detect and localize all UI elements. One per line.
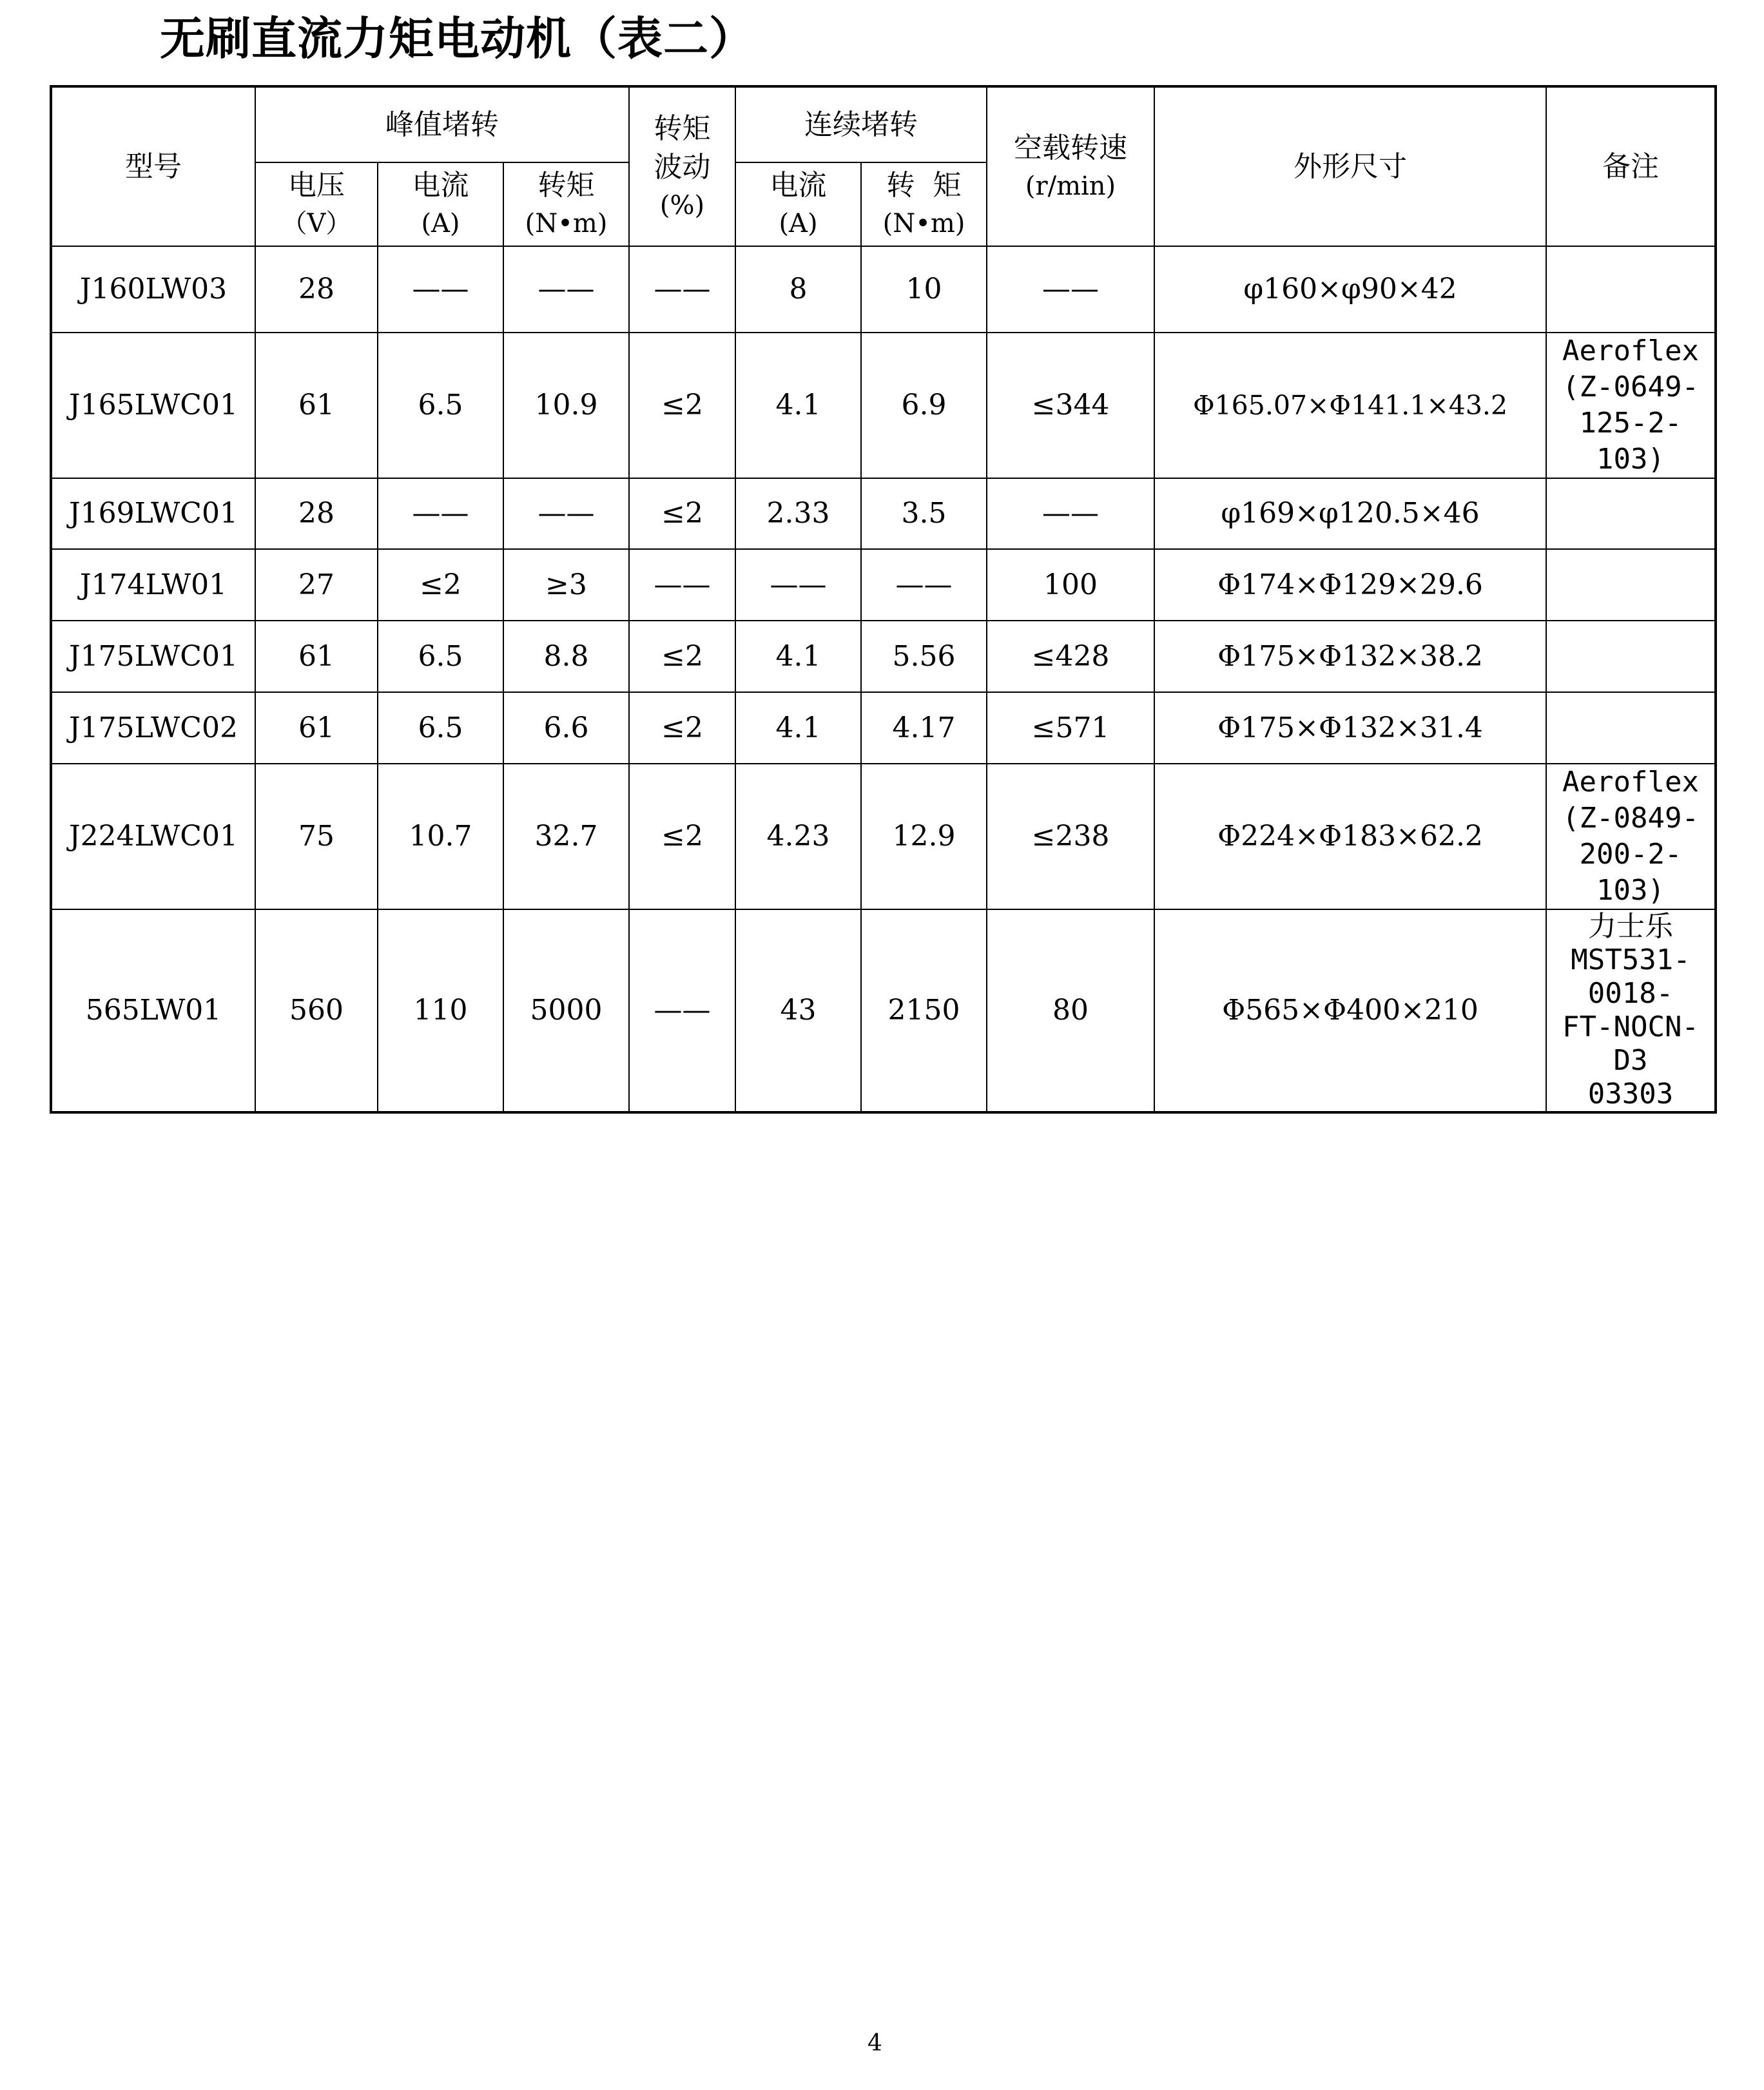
cell-peak-torque: 32.7 (503, 764, 629, 909)
header-cont-torque (861, 162, 987, 246)
cell-dimensions: φ160×φ90×42 (1154, 246, 1546, 333)
cell-speed: ≤238 (987, 764, 1154, 909)
cell-speed: 80 (987, 909, 1154, 1112)
cell-cont-current: 43 (735, 909, 861, 1112)
cell-notes (1546, 478, 1716, 549)
cell-cont-torque: 10 (861, 246, 987, 333)
table-row (51, 333, 1716, 478)
cell-peak-torque: —— (503, 246, 629, 333)
header-continuous-stall: 连续堵转 (735, 86, 987, 162)
cell-ripple: ≤2 (629, 333, 735, 478)
cell-voltage: 560 (255, 909, 378, 1112)
cell-ripple: ≤2 (629, 621, 735, 692)
cell-voltage: 28 (255, 246, 378, 333)
cell-cont-torque: 3.5 (861, 478, 987, 549)
header-peak-stall: 峰值堵转 (255, 86, 629, 162)
header-no-load-speed-unit: (r/min) (1025, 171, 1116, 201)
table-row (51, 692, 1716, 764)
header-cont-current (735, 162, 861, 246)
cell-dimensions: Φ175×Φ132×31.4 (1154, 692, 1546, 764)
table-row (51, 549, 1716, 621)
header-cont-current-label: 电流 (770, 169, 827, 202)
header-peak-torque-label: 转矩 (538, 169, 595, 202)
cell-cont-current: 4.1 (735, 621, 861, 692)
cell-speed: 100 (987, 549, 1154, 621)
cell-speed: —— (987, 478, 1154, 549)
cell-speed: ≤344 (987, 333, 1154, 478)
cell-voltage: 27 (255, 549, 378, 621)
cell-peak-current: 6.5 (378, 692, 503, 764)
header-cont-torque-label: 转 矩 (886, 169, 962, 202)
header-peak-current (378, 162, 503, 246)
cell-peak-torque: 10.9 (503, 333, 629, 478)
header-torque-ripple-unit: (%) (659, 190, 705, 220)
cell-model: 565LW01 (51, 909, 255, 1112)
page-number: 4 (867, 2030, 882, 2056)
cell-cont-current: 4.1 (735, 692, 861, 764)
cell-dimensions: Φ174×Φ129×29.6 (1154, 549, 1546, 621)
cell-notes (1546, 692, 1716, 764)
cell-peak-current: 6.5 (378, 621, 503, 692)
cell-model: J165LWC01 (51, 333, 255, 478)
cell-ripple: ≤2 (629, 764, 735, 909)
header-peak-current-unit: (A) (421, 209, 460, 238)
header-cont-current-unit: (A) (779, 209, 818, 238)
table-row (51, 909, 1716, 1112)
cell-peak-current: —— (378, 478, 503, 549)
header-notes: 备注 (1546, 86, 1716, 246)
header-peak-torque (503, 162, 629, 246)
cell-cont-current: —— (735, 549, 861, 621)
header-peak-torque-unit: (N•m) (525, 209, 608, 238)
cell-dimensions: Φ165.07×Φ141.1×43.2 (1154, 333, 1546, 478)
cell-speed: ≤428 (987, 621, 1154, 692)
cell-dimensions: Φ175×Φ132×38.2 (1154, 621, 1546, 692)
cell-ripple: —— (629, 549, 735, 621)
cell-cont-torque: —— (861, 549, 987, 621)
header-peak-voltage-label: 电压 (288, 169, 345, 202)
header-cont-torque-unit: (N•m) (882, 209, 965, 238)
cell-voltage: 61 (255, 333, 378, 478)
header-peak-voltage (255, 162, 378, 246)
cell-model: J174LW01 (51, 549, 255, 621)
cell-peak-torque: 8.8 (503, 621, 629, 692)
header-peak-voltage-unit: （V） (281, 209, 352, 238)
cell-notes: 力士乐 MST531- 0018- FT-NOCN-D3 03303 (1546, 909, 1716, 1112)
cell-notes: Aeroflex (Z-0849- 200-2-103) (1546, 764, 1716, 909)
cell-speed: —— (987, 246, 1154, 333)
cell-model: J160LW03 (51, 246, 255, 333)
cell-dimensions: Φ224×Φ183×62.2 (1154, 764, 1546, 909)
cell-peak-current: 10.7 (378, 764, 503, 909)
motor-spec-table (50, 85, 1717, 1114)
cell-cont-current: 4.23 (735, 764, 861, 909)
cell-peak-current: 110 (378, 909, 503, 1112)
cell-peak-torque: ≥3 (503, 549, 629, 621)
cell-ripple: —— (629, 909, 735, 1112)
cell-peak-current: —— (378, 246, 503, 333)
cell-notes (1546, 621, 1716, 692)
cell-dimensions: Φ565×Φ400×210 (1154, 909, 1546, 1112)
header-torque-ripple-label: 转矩波动 (654, 111, 711, 184)
cell-peak-torque: 6.6 (503, 692, 629, 764)
cell-cont-torque: 5.56 (861, 621, 987, 692)
page-title: 无刷直流力矩电动机（表二） (160, 12, 755, 65)
cell-voltage: 28 (255, 478, 378, 549)
cell-peak-current: ≤2 (378, 549, 503, 621)
cell-model: J169LWC01 (51, 478, 255, 549)
cell-ripple: ≤2 (629, 478, 735, 549)
cell-peak-torque: —— (503, 478, 629, 549)
cell-model: J175LWC01 (51, 621, 255, 692)
header-no-load-speed-label: 空载转速 (1014, 131, 1128, 164)
table-row (51, 246, 1716, 333)
cell-voltage: 61 (255, 621, 378, 692)
header-peak-current-label: 电流 (412, 169, 469, 202)
cell-ripple: —— (629, 246, 735, 333)
cell-ripple: ≤2 (629, 692, 735, 764)
table-row (51, 764, 1716, 909)
header-model: 型号 (51, 86, 255, 246)
cell-peak-current: 6.5 (378, 333, 503, 478)
cell-cont-current: 4.1 (735, 333, 861, 478)
cell-cont-torque: 2150 (861, 909, 987, 1112)
header-no-load-speed (987, 86, 1154, 246)
table-header (51, 86, 1716, 246)
header-dimensions: 外形尺寸 (1154, 86, 1546, 246)
cell-peak-torque: 5000 (503, 909, 629, 1112)
table-body (51, 246, 1716, 1112)
cell-cont-torque: 4.17 (861, 692, 987, 764)
cell-model: J224LWC01 (51, 764, 255, 909)
cell-notes (1546, 246, 1716, 333)
cell-notes: Aeroflex (Z-0649- 125-2-103) (1546, 333, 1716, 478)
cell-speed: ≤571 (987, 692, 1154, 764)
cell-voltage: 75 (255, 764, 378, 909)
table-row (51, 478, 1716, 549)
cell-cont-torque: 12.9 (861, 764, 987, 909)
cell-cont-current: 8 (735, 246, 861, 333)
cell-voltage: 61 (255, 692, 378, 764)
cell-dimensions: φ169×φ120.5×46 (1154, 478, 1546, 549)
cell-model: J175LWC02 (51, 692, 255, 764)
table-row (51, 621, 1716, 692)
cell-cont-current: 2.33 (735, 478, 861, 549)
header-torque-ripple (629, 86, 735, 246)
cell-cont-torque: 6.9 (861, 333, 987, 478)
cell-notes (1546, 549, 1716, 621)
